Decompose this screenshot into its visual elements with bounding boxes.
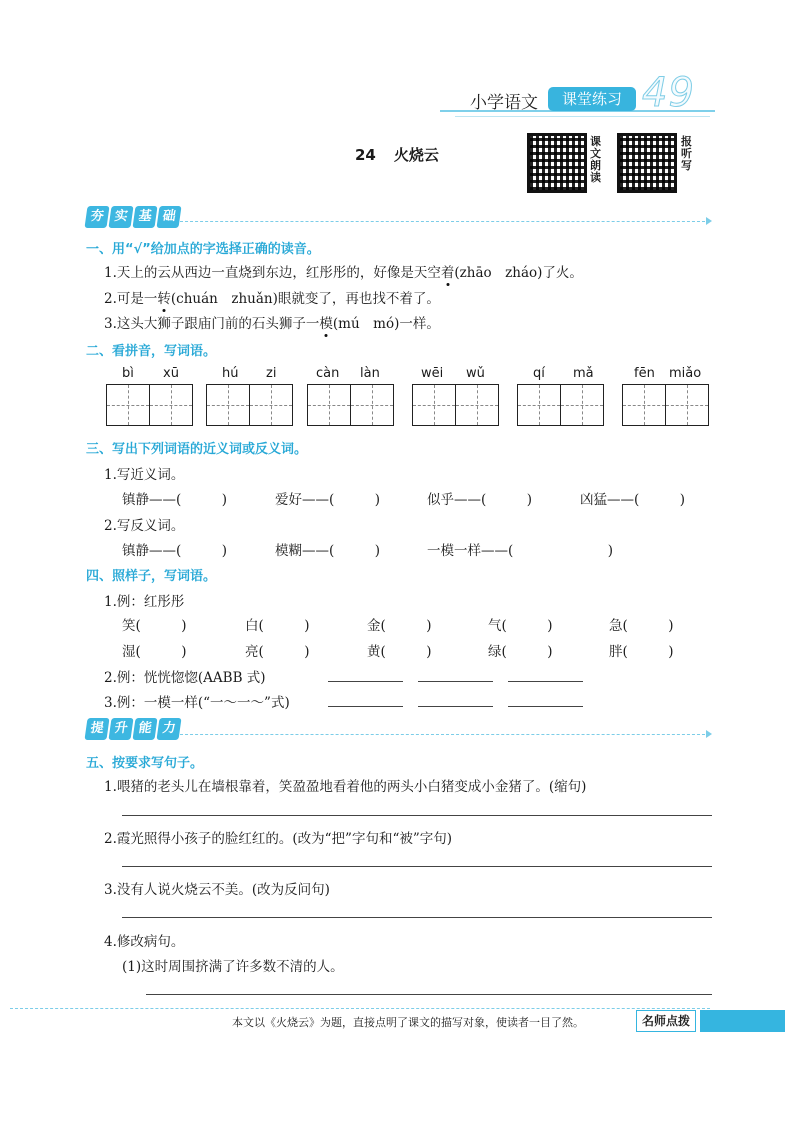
pinyin-5a: qí: [533, 366, 545, 381]
antonym-2[interactable]: 模糊——( ): [275, 543, 381, 559]
answer-line[interactable]: [122, 866, 712, 867]
lesson-title: [355, 144, 439, 165]
antonym-1[interactable]: 镇静——( ): [122, 543, 228, 559]
fill-row1-2[interactable]: 白( ): [245, 618, 310, 634]
pinyin-4a: wēi: [421, 366, 444, 381]
footer-dashed-line: [10, 1008, 710, 1009]
banner-arrow-icon: [706, 217, 712, 225]
answer-line[interactable]: [122, 917, 712, 918]
answer-line[interactable]: [122, 815, 712, 816]
synonym-4[interactable]: 凶猛——( ): [580, 492, 686, 508]
lesson-name: 火烧云: [393, 146, 439, 164]
q1-item-2: 2.可是一转(chuán zhuǎn)眼就变了，再也找不着了。: [104, 291, 440, 307]
q5-item-4: 4.修改病句。: [104, 934, 185, 950]
fill-row1-3[interactable]: 金( ): [367, 618, 432, 634]
q1-heading: 一、用“√”给加点的字选择正确的读音。: [86, 242, 320, 257]
pinyin-1a: bì: [122, 366, 134, 381]
subject-label: 小学语文: [470, 93, 538, 113]
pinyin-6a: fēn: [634, 366, 655, 381]
fill-row1-1[interactable]: 笑( ): [122, 618, 187, 634]
synonym-2[interactable]: 爱好——( ): [275, 492, 381, 508]
q3-heading: 三、写出下列词语的近义词或反义词。: [86, 442, 308, 457]
q4-example-2: 2.例：恍恍惚惚(AABB 式): [104, 670, 266, 686]
banner-dashed-line: [180, 734, 705, 735]
fill-row2-5[interactable]: 胖( ): [609, 644, 674, 660]
q5-item-2: 2.霞光照得小孩子的脸红红的。(改为“把”字句和“被”字句): [104, 831, 453, 847]
fill-row2-4[interactable]: 绿( ): [488, 644, 553, 660]
pinyin-5b: mǎ: [573, 366, 594, 381]
teacher-tip-text: 本文以《火烧云》为题，直接点明了课文的描写对象，使读者一目了然。: [232, 1016, 584, 1029]
pinyin-1b: xū: [163, 366, 179, 381]
pinyin-2a: hú: [222, 366, 239, 381]
pinyin-2b: zi: [266, 366, 277, 381]
q4-example-3: 3.例：一模一样(“一～一～”式): [104, 695, 290, 711]
fill-row2-1[interactable]: 湿( ): [122, 644, 187, 660]
q3-sub1: 1.写近义词。: [104, 467, 185, 483]
synonym-3[interactable]: 似乎——( ): [427, 492, 533, 508]
answer-blank[interactable]: [418, 681, 493, 682]
banner-arrow-icon: [706, 730, 712, 738]
fill-row1-4[interactable]: 气( ): [488, 618, 553, 634]
footer-badge-bar: [700, 1010, 785, 1032]
banner-dashed-line: [180, 221, 705, 222]
q1-item-3: 3.这头大狮子跟庙门前的石头狮子一模(mú mó)一样。: [104, 316, 440, 332]
qr-label-dictation: 报听写: [681, 135, 692, 172]
writing-box-1[interactable]: [106, 384, 193, 426]
qr-code-dictation-icon[interactable]: [617, 133, 677, 193]
q5-item-3: 3.没有人说火烧云不美。(改为反问句): [104, 882, 330, 898]
fill-row2-3[interactable]: 黄( ): [367, 644, 432, 660]
answer-blank[interactable]: [508, 706, 583, 707]
answer-blank[interactable]: [418, 706, 493, 707]
pinyin-3a: càn: [316, 366, 340, 381]
writing-box-3[interactable]: [307, 384, 394, 426]
qr-label-reading: 课文朗读: [590, 135, 601, 184]
q5-heading: 五、按要求写句子。: [86, 756, 204, 771]
pinyin-3b: làn: [360, 366, 380, 381]
antonym-3[interactable]: 一模一样——( ): [427, 543, 614, 559]
writing-box-2[interactable]: [206, 384, 293, 426]
answer-blank[interactable]: [508, 681, 583, 682]
lesson-number: 24: [355, 146, 376, 164]
q4-example-1: 1.例：红彤彤: [104, 594, 185, 610]
answer-blank[interactable]: [328, 681, 403, 682]
fill-row1-5[interactable]: 急( ): [609, 618, 674, 634]
writing-box-6[interactable]: [622, 384, 709, 426]
q4-heading: 四、照样子，写词语。: [86, 569, 217, 584]
section-banner-basics: 夯 实 基 础: [86, 206, 180, 228]
q1-item-1: 1.天上的云从西边一直烧到东边，红彤彤的，好像是天空着(zhāo zháo)了火。: [104, 265, 583, 281]
answer-blank[interactable]: [328, 706, 403, 707]
synonym-1[interactable]: 镇静——( ): [122, 492, 228, 508]
writing-box-4[interactable]: [412, 384, 499, 426]
practice-badge: 课堂练习: [548, 87, 636, 111]
q5-item-1: 1.喂猪的老头儿在墙根靠着，笑盈盈地看着他的两头小白猪变成小金猪了。(缩句): [104, 779, 587, 795]
answer-line[interactable]: [146, 994, 712, 995]
qr-code-reading-icon[interactable]: [527, 133, 587, 193]
section-banner-advance: 提 升 能 力: [86, 718, 180, 740]
q5-item-4-1: (1)这时周围挤满了许多数不清的人。: [122, 959, 344, 975]
q2-heading: 二、看拼音，写词语。: [86, 344, 217, 359]
fill-row2-2[interactable]: 亮( ): [245, 644, 310, 660]
pinyin-6b: miǎo: [669, 366, 702, 381]
header-rule-light: [455, 116, 710, 117]
teacher-tip-badge: 名师点拨: [636, 1010, 696, 1032]
pinyin-4b: wǔ: [466, 366, 485, 381]
page-number: 49: [642, 70, 695, 116]
writing-box-5[interactable]: [517, 384, 604, 426]
q3-sub2: 2.写反义词。: [104, 518, 185, 534]
